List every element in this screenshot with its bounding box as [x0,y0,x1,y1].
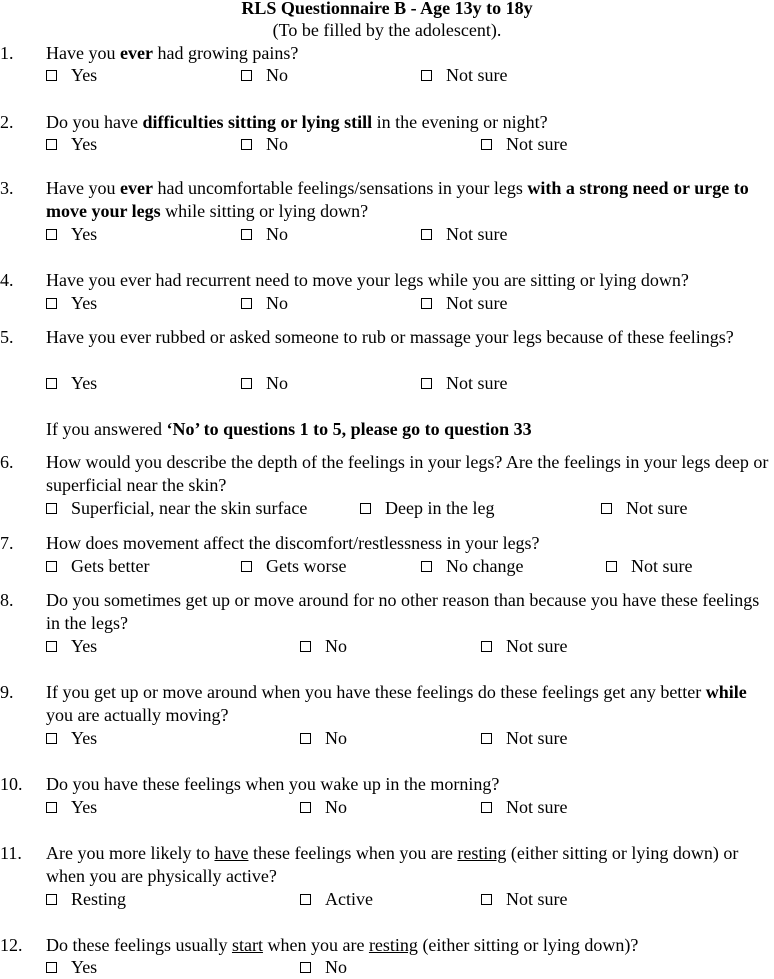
answer-option-label: No [266,293,288,313]
answer-option-label: Yes [71,636,98,656]
answer-option[interactable] [46,292,97,315]
answer-option[interactable] [421,64,508,87]
answer-option[interactable] [46,372,97,395]
answer-options [0,133,774,156]
checkbox-icon[interactable] [241,298,252,309]
question-text [46,842,774,888]
checkbox-icon[interactable] [481,641,492,652]
question-text-segment: resting [368,935,418,955]
question-number: 6. [0,452,14,472]
answer-option[interactable] [421,223,508,246]
answer-option[interactable] [606,555,693,578]
checkbox-icon[interactable] [241,229,252,240]
checkbox-icon[interactable] [481,733,492,744]
checkbox-icon[interactable] [46,70,57,81]
answer-option[interactable] [46,888,126,911]
skip-instruction-bold: ‘No’ to questions 1 to 5, please go to question 33 [166,419,532,439]
answer-option[interactable] [46,635,97,658]
question-text-segment: (either sitting or lying down) or when you are physically active? [46,843,739,886]
checkbox-icon[interactable] [300,802,311,813]
answer-option-label: Yes [71,373,98,393]
answer-option[interactable] [241,64,288,87]
answer-option-label: Yes [71,293,98,313]
answer-option[interactable] [46,64,97,87]
answer-option-label: No [266,224,288,244]
answer-options [0,223,774,246]
question-text-segment: Do you have these feelings when you wake up in the morning? [46,774,500,794]
answer-option-label: Not sure [446,65,508,85]
answer-option[interactable] [300,727,347,750]
answer-option[interactable] [241,223,288,246]
answer-option-label: Gets worse [266,556,347,576]
answer-option-label: Yes [71,728,98,748]
skip-instruction-prefix: If you answered [46,419,167,439]
question-text-segment: Have you [46,178,120,198]
question-text [46,934,774,957]
question-text-segment: Do you have [46,112,143,132]
answer-option[interactable] [46,223,97,246]
checkbox-icon[interactable] [421,298,432,309]
answer-options [0,888,774,911]
skip-instruction [46,418,532,441]
answer-option-label: Not sure [506,728,568,748]
answer-option-label: Active [325,889,373,909]
question-text-segment: start [231,935,263,955]
answer-option-label: Not sure [506,889,568,909]
question-number: 7. [0,533,14,553]
checkbox-icon[interactable] [481,139,492,150]
answer-option-label: Not sure [626,498,688,518]
answer-option[interactable] [481,133,568,156]
answer-option[interactable] [421,555,523,578]
answer-options [0,497,774,520]
answer-option-label: Resting [71,889,127,909]
checkbox-icon[interactable] [300,733,311,744]
question-text-segment: these feelings when you are [248,843,458,863]
question-text [46,532,774,555]
checkbox-icon[interactable] [421,378,432,389]
answer-option[interactable] [241,292,288,315]
answer-option-label: Yes [71,134,98,154]
question-text-segment: have [214,843,249,863]
answer-option-label: No [325,728,347,748]
answer-options [0,292,774,315]
checkbox-icon[interactable] [46,894,57,905]
checkbox-icon[interactable] [421,70,432,81]
checkbox-icon[interactable] [601,503,612,514]
question-text-segment: when you are [262,935,369,955]
answer-option-label: Gets better [71,556,150,576]
question-number: 5. [0,327,14,347]
checkbox-icon[interactable] [46,298,57,309]
question-number: 10. [0,774,23,794]
answer-option[interactable] [481,635,568,658]
answer-option[interactable] [46,497,307,520]
question-number: 8. [0,590,14,610]
answer-option-label: Yes [71,797,98,817]
question-number: 9. [0,682,14,702]
question-text-segment: (either sitting or lying down)? [417,935,639,955]
question-text-segment: Have you [46,43,120,63]
answer-option-label: No [325,957,347,977]
answer-option-label: Not sure [631,556,693,576]
question-number: 12. [0,935,23,955]
checkbox-icon[interactable] [46,561,57,572]
answer-option[interactable] [300,956,347,979]
answer-option-label: Deep in the leg [385,498,495,518]
answer-option[interactable] [300,635,347,658]
question-text-segment: Do these feelings usually [46,935,232,955]
question-text-segment: ever [119,178,153,198]
answer-option-label: No [266,65,288,85]
question-text [46,111,774,134]
answer-option[interactable] [46,956,97,979]
answer-options [0,727,774,750]
answer-options [0,956,774,979]
checkbox-icon[interactable] [421,229,432,240]
checkbox-icon[interactable] [241,139,252,150]
question-text [46,42,774,65]
question-text-segment: Have you ever rubbed or asked someone to rub or massage your legs because of these feelings? [46,327,734,347]
question-text-segment: difficulties sitting or lying still [142,112,373,132]
page-subtitle: (To be filled by the adolescent). [272,20,502,40]
checkbox-icon[interactable] [421,561,432,572]
answer-option[interactable] [46,727,97,750]
answer-option[interactable] [481,796,568,819]
answer-option-label: Not sure [506,636,568,656]
answer-option[interactable] [481,727,568,750]
answer-option[interactable] [241,133,288,156]
answer-option[interactable] [241,555,346,578]
checkbox-icon[interactable] [300,641,311,652]
question-text-segment: Have you ever had recurrent need to move your legs while you are sitting or lying down? [46,270,689,290]
question-text-segment: If you get up or move around when you have these feelings do these feelings get any better [46,682,706,702]
checkbox-icon[interactable] [46,962,57,973]
question-text [46,269,774,292]
question-text-segment: while [705,682,747,702]
question-text-segment: ever [119,43,153,63]
question-text [46,681,774,727]
answer-option-label: No [325,797,347,817]
answer-option[interactable] [421,372,508,395]
checkbox-icon[interactable] [360,503,371,514]
answer-option-label: Yes [71,65,98,85]
question-text-segment: resting [457,843,507,863]
answer-option[interactable] [360,497,494,520]
answer-option[interactable] [241,372,288,395]
answer-option[interactable] [46,796,97,819]
answer-option-label: No [325,636,347,656]
answer-option-label: Not sure [506,134,568,154]
answer-option[interactable] [481,888,568,911]
checkbox-icon[interactable] [46,229,57,240]
checkbox-icon[interactable] [46,503,57,514]
answer-option[interactable] [421,292,508,315]
question-text-segment: Do you sometimes get up or move around for no other reason than because you have these feelings in the legs? [46,590,760,633]
question-text-segment: How does movement affect the discomfort/restlessness in your legs? [46,533,540,553]
answer-option-label: Not sure [446,293,508,313]
answer-options [0,555,774,578]
answer-option-label: Not sure [446,373,508,393]
answer-option[interactable] [46,555,149,578]
question-text-segment: had growing pains? [152,43,299,63]
answer-option-label: No [266,134,288,154]
answer-option-label: No [266,373,288,393]
answer-option[interactable] [300,888,373,911]
question-text-segment: you are actually moving? [46,705,229,725]
question-text [46,177,774,223]
answer-options [0,64,774,87]
answer-option-label: Not sure [506,797,568,817]
checkbox-icon[interactable] [241,70,252,81]
question-text-segment: in the evening or night? [372,112,548,132]
answer-option-label: Not sure [446,224,508,244]
question-number: 1. [0,43,14,63]
checkbox-icon[interactable] [241,561,252,572]
checkbox-icon[interactable] [46,641,57,652]
answer-options [0,372,774,395]
question-number: 4. [0,270,14,290]
answer-option-label: Yes [71,957,98,977]
answer-option[interactable] [46,133,97,156]
checkbox-icon[interactable] [46,802,57,813]
question-text [46,773,774,796]
question-text-segment: had uncomfortable feelings/sensations in your legs [152,178,528,198]
question-text-segment: while sitting or lying down? [160,201,369,221]
checkbox-icon[interactable] [300,962,311,973]
answer-options [0,635,774,658]
question-text-segment: How would you describe the depth of the feelings in your legs? Are the feelings in your legs deep or superficial near the skin? [46,452,769,495]
checkbox-icon[interactable] [606,561,617,572]
question-number: 11. [0,843,22,863]
checkbox-icon[interactable] [481,894,492,905]
question-text [46,589,774,635]
checkbox-icon[interactable] [241,378,252,389]
answer-option-label: No change [446,556,524,576]
question-text-segment: with a strong need or urge to move your legs [46,178,749,221]
checkbox-icon[interactable] [46,139,57,150]
checkbox-icon[interactable] [46,733,57,744]
checkbox-icon[interactable] [300,894,311,905]
answer-option[interactable] [601,497,688,520]
page-title: RLS Questionnaire B - Age 13y to 18y [241,0,533,18]
question-text [46,451,774,497]
answer-option-label: Yes [71,224,98,244]
question-text-segment: Are you more likely to [46,843,215,863]
checkbox-icon[interactable] [46,378,57,389]
question-number: 2. [0,112,14,132]
answer-options [0,796,774,819]
answer-option[interactable] [300,796,347,819]
answer-option-label: Superficial, near the skin surface [71,498,308,518]
checkbox-icon[interactable] [481,802,492,813]
question-text [46,326,774,349]
question-number: 3. [0,178,14,198]
